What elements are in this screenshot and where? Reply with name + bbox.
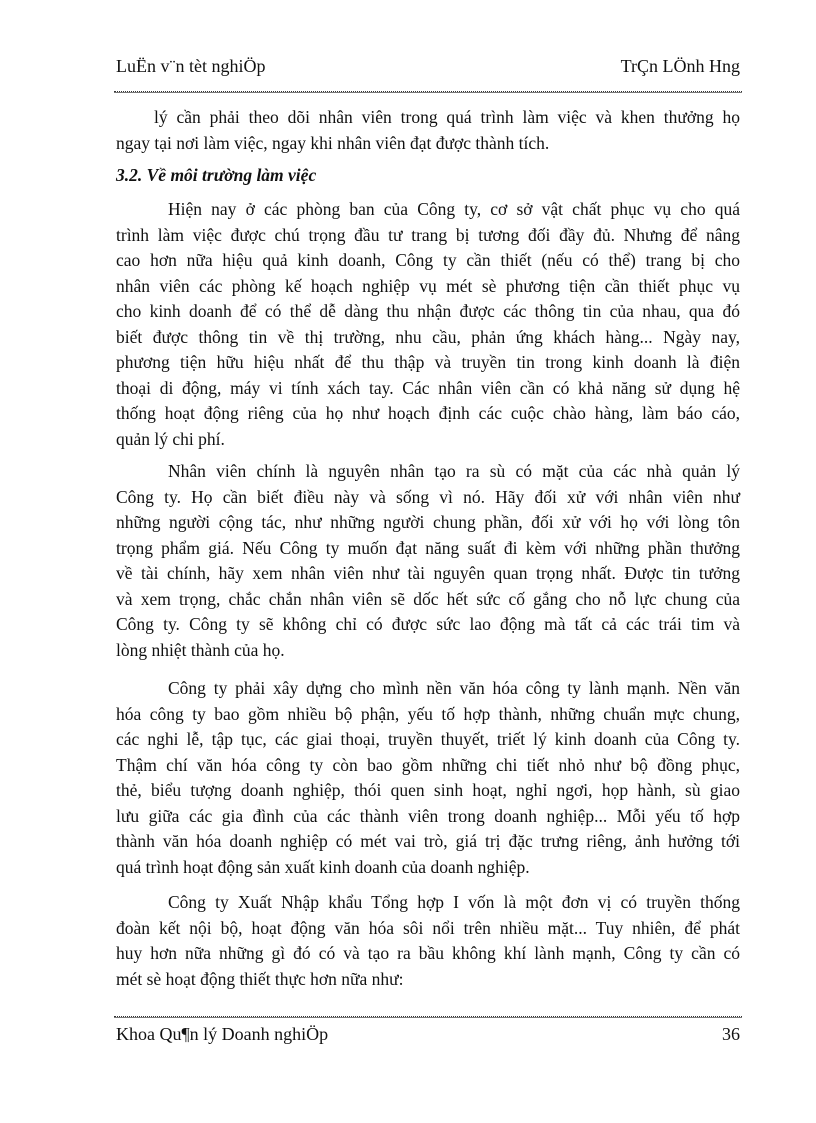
header-rule [114,91,742,93]
paragraph-4 [116,676,740,880]
text-line: Công ty phải xây dựng cho mình nền văn hóa công ty lành mạnh. Nền văn [168,678,740,698]
text-line: Thậm chí văn hóa công ty còn bao gồm những chi tiết nhỏ như bộ đồng phục, [116,754,740,775]
section-heading: 3.2. Về môi trường làm việc [116,165,317,185]
text-line: thoại di động, máy vi tính xách tay. Các nhân viên cần có khả năng sử dụng hệ [116,377,740,398]
paragraph-5 [116,890,740,992]
text-line: lý cần phải theo dõi nhân viên trong quá trình làm việc và khen thưởng họ [154,107,740,127]
text-line: Hiện nay ở các phòng ban của Công ty, cơ sở vật chất phục vụ cho quá [168,199,740,219]
text-line: Công ty. Họ cần biết điều này và sống vì nó. Hãy đối xử với nhân viên như [116,486,740,507]
page-footer [116,1024,740,1045]
text-line: đoàn kết nội bộ, hoạt động văn hóa sôi nổi trên nhiều mặt... Tuy nhiên, để phát [116,917,740,938]
page-number: 36 [722,1024,740,1044]
text-line: thành văn hóa doanh nghiệp có mét vai trò, giá trị đặc trưng riêng, ảnh hưởng tới [116,831,740,851]
text-line: các nghi lễ, tập tục, các giai thoại, truyền thuyết, triết lý kinh doanh của Công ty. [116,729,740,749]
text-line: quá trình hoạt động sản xuất kinh doanh của doanh nghiệp. [116,856,530,877]
text-line: Công ty Xuất Nhập khẩu Tổng hợp I vốn là một đơn vị có truyền thống [168,892,740,912]
header-left: LuËn v¨n tèt nghiÖp [116,56,266,76]
header-right: TrÇn LÖnh Hng [620,56,740,76]
paragraph-1 [116,105,740,156]
text-line: cao hơn nữa hiệu quả kinh doanh, Công ty cần thiết (nếu có thể) trang bị cho [116,250,740,270]
text-line: huy hơn nữa những gì đó có và tạo ra bầu không khí lành mạnh, Công ty cần có [116,943,740,963]
text-line: Công ty. Công ty sẽ không chỉ có được sức lao động mà tất cả các trái tim và [116,614,740,634]
footer-left: Khoa Qu¶n lý Doanh nghiÖp [116,1024,329,1044]
paragraph-3 [116,459,740,663]
text-line: Nhân viên chính là nguyên nhân tạo ra sù có mặt của các nhà quản lý [168,461,740,481]
text-line: và xem trọng, chắc chắn nhân viên sẽ dốc hết sức cố gắng cho nỗ lực chung của [116,588,740,609]
text-line: những người cộng tác, như những người chung phần, đối xử với họ với lòng tôn [116,512,740,532]
footer-rule [114,1016,742,1018]
text-line: cho kinh doanh để có thể dễ dàng thu nhận được các thông tin của nhau, qua đó [116,301,740,321]
text-line: lòng nhiệt thành của họ. [116,639,285,660]
text-line: trọng phẩm giá. Nếu Công ty muốn đạt năng suất đi kèm với những phần thưởng [116,537,740,558]
text-line: thẻ, biểu tượng doanh nghiệp, thói quen sinh hoạt, nghỉ ngơi, họp hành, sù giao [116,780,740,800]
paragraph-2 [116,197,740,452]
text-line: quản lý chi phí. [116,428,225,449]
text-line: nhân viên các phòng kế hoạch nghiệp vụ mét sè phương tiện cần thiết phục vụ [116,275,740,296]
text-line: mét sè hoạt động thiết thực hơn nữa như: [116,968,404,989]
text-line: phương tiện hữu hiệu nhất để thu thập và truyền tin trong kinh doanh là điện [116,352,740,372]
text-line: lưu giữa các gia đình của các thành viên trong doanh nghiệp... Mỗi yếu tố hợp [116,805,740,826]
text-line: biết được thông tin về thị trường, nhu cầu, phản ứng khách hàng... Ngày nay, [116,326,740,347]
text-line: trình làm việc được chú trọng đầu tư trang bị tương đối đầy đủ. Nhưng để nâng [116,224,740,245]
page-header [116,56,740,77]
text-line: hóa công ty bao gồm nhiều bộ phận, yếu tố hợp thành, những chuẩn mực chung, [116,703,740,724]
text-line: thống hoạt động riêng của họ như hoạch định các cuộc chào hàng, làm báo cáo, [116,403,740,423]
text-line: về tài chính, hãy xem nhân viên như tài nguyên quan trọng nhất. Được tin tưởng [116,563,740,583]
text-line: ngay tại nơi làm việc, ngay khi nhân viên đạt được thành tích. [116,132,550,153]
